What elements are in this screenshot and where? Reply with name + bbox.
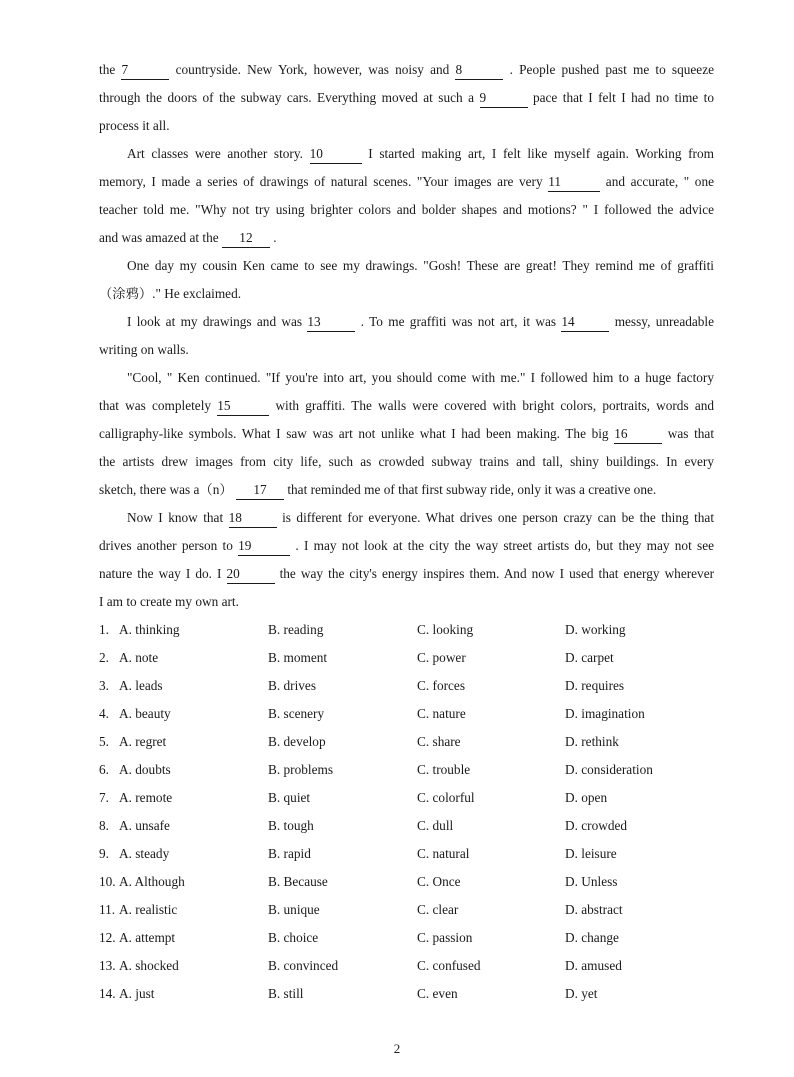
passage-text: . To me graffiti was not art, it was (360, 314, 557, 329)
passage-line (99, 364, 714, 392)
blank-12: 12 (222, 230, 270, 248)
option-b: B. reading (268, 622, 324, 637)
option-d: D. consideration (565, 762, 653, 777)
option-c: C. confused (417, 958, 481, 973)
passage-line (99, 476, 714, 504)
passage-text: countryside. New York, however, was noisy and (175, 62, 450, 77)
option-c: C. dull (417, 818, 454, 833)
question-number: 9. (99, 846, 109, 861)
passage-text: that reminded me of that first subway ride, only it was a creative one. (287, 482, 657, 497)
question-row (99, 672, 714, 700)
option-a: A. doubts (119, 762, 171, 777)
passage-line (99, 392, 714, 420)
passage-text: nature the way I do. I (99, 566, 222, 581)
option-d: D. working (565, 622, 626, 637)
blank-15: 15 (217, 398, 269, 416)
blank-18: 18 (229, 510, 277, 528)
passage-line (99, 112, 714, 140)
passage-line (99, 336, 714, 364)
option-b: B. problems (268, 762, 334, 777)
passage-text: . I may not look at the city the way street artists do, but they may not see (295, 538, 714, 553)
passage-line (99, 196, 714, 224)
question-row (99, 980, 714, 1008)
option-d: D. change (565, 930, 619, 945)
passage-line (99, 448, 714, 476)
blank-17: 17 (236, 482, 284, 500)
option-b: B. quiet (268, 790, 311, 805)
option-b: B. rapid (268, 846, 311, 861)
passage-text: and accurate, " one (605, 174, 714, 189)
blank-7: 7 (121, 62, 169, 80)
option-c: C. looking (417, 622, 474, 637)
option-c: C. passion (417, 930, 473, 945)
option-a: A. unsafe (119, 818, 170, 833)
question-number: 3. (99, 678, 109, 693)
blank-20: 20 (227, 566, 275, 584)
option-d: D. crowded (565, 818, 628, 833)
question-number: 6. (99, 762, 109, 777)
passage-text: and was amazed at the (99, 230, 219, 245)
option-b: B. scenery (268, 706, 325, 721)
passage-text: the artists drew images from city life, such as crowded subway trains and tall, shiny buildings. In every (99, 454, 714, 469)
question-number: 10. (99, 874, 116, 889)
option-b: B. develop (268, 734, 326, 749)
option-c: C. forces (417, 678, 465, 693)
question-number: 13. (99, 958, 116, 973)
option-d: D. carpet (565, 650, 614, 665)
option-a: A. thinking (119, 622, 180, 637)
passage-text: was that (667, 426, 715, 441)
option-b: B. convinced (268, 958, 339, 973)
passage-text: One day my cousin Ken came to see my drawings. "Gosh! These are great! They remind me of graffiti (127, 258, 714, 273)
passage-text: （涂鸦）." He exclaimed. (99, 286, 242, 301)
passage-line (99, 84, 714, 112)
passage-text: . (273, 230, 277, 245)
option-d: D. rethink (565, 734, 619, 749)
passage-text: Art classes were another story. (127, 146, 303, 161)
passage-text: writing on walls. (99, 342, 189, 357)
passage-text: is different for everyone. What drives one person crazy can be the thing that (282, 510, 715, 525)
passage-text: process it all. (99, 118, 170, 133)
option-a: A. leads (119, 678, 163, 693)
option-c: C. trouble (417, 762, 471, 777)
blank-19: 19 (238, 538, 290, 556)
passage-text: . People pushed past me to squeeze (509, 62, 715, 77)
passage-line (99, 308, 714, 336)
passage-text: "Cool, " Ken continued. "If you're into art, you should come with me." I followed him to a huge factory (127, 370, 714, 385)
option-c: C. clear (417, 902, 459, 917)
option-d: D. Unless (565, 874, 618, 889)
option-d: D. amused (565, 958, 622, 973)
option-d: D. imagination (565, 706, 645, 721)
page-number: 2 (393, 1041, 401, 1056)
passage-line (99, 252, 714, 280)
option-a: A. realistic (119, 902, 178, 917)
passage-text: drives another person to (99, 538, 233, 553)
question-number: 2. (99, 650, 109, 665)
question-row (99, 952, 714, 980)
blank-8: 8 (455, 62, 503, 80)
option-b: B. tough (268, 818, 314, 833)
passage-text: pace that I felt I had no time to (532, 90, 715, 105)
passage-text: I am to create my own art. (99, 594, 239, 609)
question-number: 7. (99, 790, 109, 805)
question-row (99, 644, 714, 672)
question-number: 4. (99, 706, 109, 721)
passage-text: the way the city's energy inspires them. And now I used that energy wherever (279, 566, 715, 581)
blank-14: 14 (561, 314, 609, 332)
passage-line (99, 56, 714, 84)
option-a: A. remote (119, 790, 173, 805)
passage-text: I look at my drawings and was (127, 314, 303, 329)
passage-text: teacher told me. "Why not try using brighter colors and bolder shapes and motions? " I followed the advice (99, 202, 714, 217)
question-row (99, 812, 714, 840)
question-row (99, 756, 714, 784)
option-a: A. attempt (119, 930, 176, 945)
question-number: 1. (99, 622, 109, 637)
question-number: 8. (99, 818, 109, 833)
passage-line (99, 532, 714, 560)
question-number: 5. (99, 734, 109, 749)
passage-line (99, 140, 714, 168)
option-d: D. abstract (565, 902, 623, 917)
passage-line (99, 560, 714, 588)
option-a: A. Although (119, 874, 185, 889)
passage-line (99, 504, 714, 532)
blank-9: 9 (480, 90, 528, 108)
option-d: D. open (565, 790, 608, 805)
blank-13: 13 (307, 314, 355, 332)
option-d: D. yet (565, 986, 598, 1001)
question-row (99, 700, 714, 728)
option-b: B. choice (268, 930, 319, 945)
question-row (99, 728, 714, 756)
option-d: D. leisure (565, 846, 617, 861)
question-number: 11. (99, 902, 116, 917)
option-c: C. Once (417, 874, 461, 889)
option-c: C. power (417, 650, 466, 665)
question-list (99, 616, 714, 1008)
passage-text: memory, I made a series of drawings of natural scenes. "Your images are very (99, 174, 543, 189)
blank-16: 16 (614, 426, 662, 444)
passage-text: Now I know that (127, 510, 224, 525)
option-a: A. beauty (119, 706, 171, 721)
option-b: B. drives (268, 678, 317, 693)
passage-text: calligraphy-like symbols. What I saw was art not unlike what I had been making. The big (99, 426, 609, 441)
question-row (99, 896, 714, 924)
question-row (99, 924, 714, 952)
passage-text: through the doors of the subway cars. Everything moved at such a (99, 90, 475, 105)
passage-text: I started making art, I felt like myself again. Working from (368, 146, 714, 161)
passage-text: sketch, there was a（n） (99, 482, 233, 497)
blank-10: 10 (310, 146, 362, 164)
option-a: A. just (119, 986, 155, 1001)
passage-line (99, 168, 714, 196)
option-c: C. colorful (417, 790, 475, 805)
question-row (99, 784, 714, 812)
option-c: C. natural (417, 846, 470, 861)
option-a: A. steady (119, 846, 170, 861)
option-d: D. requires (565, 678, 625, 693)
question-number: 12. (99, 930, 116, 945)
option-a: A. regret (119, 734, 167, 749)
option-b: B. unique (268, 902, 320, 917)
passage-line (99, 280, 714, 308)
option-a: A. shocked (119, 958, 179, 973)
option-c: C. even (417, 986, 458, 1001)
question-row (99, 868, 714, 896)
passage-text: that was completely (99, 398, 212, 413)
passage-text: messy, unreadable (614, 314, 715, 329)
question-row (99, 840, 714, 868)
document-page (99, 56, 714, 1008)
option-b: B. moment (268, 650, 328, 665)
option-c: C. share (417, 734, 461, 749)
blank-11: 11 (548, 174, 600, 192)
option-a: A. note (119, 650, 159, 665)
passage-line (99, 588, 714, 616)
option-b: B. still (268, 986, 304, 1001)
passage-text: with graffiti. The walls were covered with bright colors, portraits, words and (275, 398, 715, 413)
option-b: B. Because (268, 874, 328, 889)
passage-line (99, 420, 714, 448)
question-row (99, 616, 714, 644)
passage-line (99, 224, 714, 252)
option-c: C. nature (417, 706, 466, 721)
passage-text: the (99, 62, 116, 77)
question-number: 14. (99, 986, 116, 1001)
